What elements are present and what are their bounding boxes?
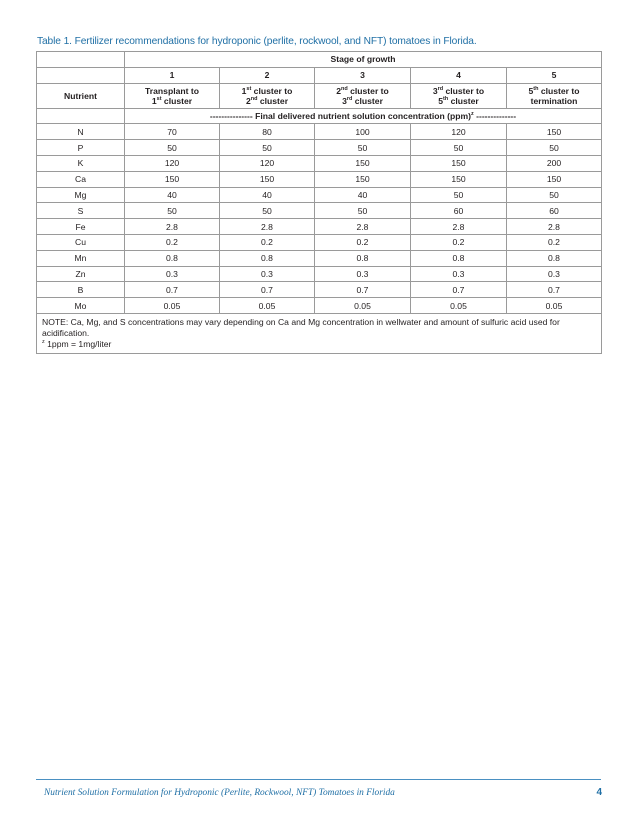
stage-number-row — [37, 67, 602, 83]
table-note — [37, 313, 602, 353]
stage-number: 2 — [220, 67, 315, 83]
nutrient-name: K — [37, 155, 125, 171]
stage-number: 1 — [125, 67, 220, 83]
nutrient-name: Mn — [37, 250, 125, 266]
concentration-value: 2.8 — [125, 219, 220, 235]
concentration-value: 50 — [125, 203, 220, 219]
nutrient-name: Mo — [37, 298, 125, 314]
concentration-value: 150 — [125, 171, 220, 187]
nutrient-name: S — [37, 203, 125, 219]
concentration-value: 2.8 — [411, 219, 507, 235]
concentration-value: 50 — [507, 187, 602, 203]
concentration-value: 50 — [411, 187, 507, 203]
concentration-value: 60 — [507, 203, 602, 219]
nutrient-name: Ca — [37, 171, 125, 187]
table-row — [37, 250, 602, 266]
nutrient-name: Fe — [37, 219, 125, 235]
footnote-text: 1ppm = 1mg/liter — [44, 338, 112, 349]
concentration-value: 0.3 — [411, 266, 507, 282]
concentration-value: 50 — [315, 203, 411, 219]
concentration-value: 0.8 — [507, 250, 602, 266]
table-caption: Table 1. Fertilizer recommendations for hydroponic (perlite, rockwool, and NFT) tomatoes in Florida. — [37, 36, 477, 47]
concentration-value: 0.7 — [411, 282, 507, 298]
nutrient-name: Mg — [37, 187, 125, 203]
table-row — [37, 266, 602, 282]
stage-description: 3rd cluster to 5th cluster — [411, 83, 507, 108]
concentration-value: 150 — [411, 171, 507, 187]
concentration-value: 200 — [507, 155, 602, 171]
concentration-value: 0.7 — [220, 282, 315, 298]
concentration-value: 0.7 — [507, 282, 602, 298]
nutrient-name: B — [37, 282, 125, 298]
stage-of-growth-header: Stage of growth — [125, 52, 602, 68]
stage-description-row — [37, 83, 602, 108]
nutrient-name: N — [37, 124, 125, 140]
concentration-value: 150 — [220, 171, 315, 187]
concentration-value: 70 — [125, 124, 220, 140]
nutrient-name: P — [37, 140, 125, 156]
nutrient-name: Cu — [37, 234, 125, 250]
concentration-value: 0.2 — [220, 234, 315, 250]
concentration-value: 150 — [315, 155, 411, 171]
stage-number: 4 — [411, 67, 507, 83]
table-row — [37, 219, 602, 235]
concentration-value: 0.3 — [315, 266, 411, 282]
table-row — [37, 187, 602, 203]
concentration-value: 120 — [220, 155, 315, 171]
concentration-value: 150 — [507, 124, 602, 140]
concentration-header-row — [37, 108, 602, 124]
table-row — [37, 124, 602, 140]
stage-description: 5th cluster to termination — [507, 83, 602, 108]
concentration-value: 0.05 — [507, 298, 602, 314]
table-row — [37, 234, 602, 250]
concentration-value: 120 — [411, 124, 507, 140]
concentration-value: 50 — [220, 203, 315, 219]
concentration-value: 150 — [507, 171, 602, 187]
concentration-value: 0.8 — [125, 250, 220, 266]
concentration-value: 0.2 — [315, 234, 411, 250]
footer-title: Nutrient Solution Formulation for Hydroponic (Perlite, Rockwool, NFT) Tomatoes in Florida — [44, 788, 395, 798]
table-row — [37, 171, 602, 187]
concentration-value: 0.2 — [507, 234, 602, 250]
concentration-value: 50 — [411, 140, 507, 156]
concentration-value: 0.8 — [315, 250, 411, 266]
concentration-value: 0.2 — [125, 234, 220, 250]
concentration-value: 0.8 — [411, 250, 507, 266]
note-row — [37, 313, 602, 353]
concentration-value: 0.05 — [220, 298, 315, 314]
concentration-value: 150 — [411, 155, 507, 171]
nutrient-name: Zn — [37, 266, 125, 282]
page-number: 4 — [596, 787, 602, 798]
stage-description: Transplant to 1st cluster — [125, 83, 220, 108]
concentration-value: 50 — [125, 140, 220, 156]
concentration-value: 120 — [125, 155, 220, 171]
footer-divider — [36, 779, 601, 780]
concentration-value: 0.05 — [315, 298, 411, 314]
concentration-value: 100 — [315, 124, 411, 140]
table-row — [37, 203, 602, 219]
stage-header-row — [37, 52, 602, 68]
concentration-header: --------------- Final delivered nutrient solution concentration (ppm)$^z$ -------------- — [125, 108, 602, 124]
concentration-value: 0.2 — [411, 234, 507, 250]
concentration-value: 0.3 — [125, 266, 220, 282]
table-row — [37, 282, 602, 298]
concentration-value: 0.05 — [125, 298, 220, 314]
table-row — [37, 155, 602, 171]
concentration-value: 50 — [315, 140, 411, 156]
concentration-value: 60 — [411, 203, 507, 219]
stage-number: 3 — [315, 67, 411, 83]
concentration-value: 40 — [125, 187, 220, 203]
concentration-value: 2.8 — [507, 219, 602, 235]
fertilizer-table — [36, 51, 602, 354]
note-text: NOTE: Ca, Mg, and S concentrations may vary depending on Ca and Mg concentration in wellwater and amount of sulfuric acid used for acidification. — [42, 316, 560, 338]
table-row — [37, 140, 602, 156]
concentration-value: 2.8 — [220, 219, 315, 235]
concentration-value: 50 — [507, 140, 602, 156]
concentration-value: 40 — [220, 187, 315, 203]
nutrient-column-header: Nutrient — [37, 83, 125, 108]
concentration-value: 0.8 — [220, 250, 315, 266]
stage-description: 2nd cluster to 3rd cluster — [315, 83, 411, 108]
stage-number: 5 — [507, 67, 602, 83]
concentration-value: 2.8 — [315, 219, 411, 235]
concentration-value: 150 — [315, 171, 411, 187]
concentration-value: 50 — [220, 140, 315, 156]
footnote-marker: z — [42, 339, 45, 346]
concentration-value: 0.7 — [315, 282, 411, 298]
concentration-value: 0.3 — [220, 266, 315, 282]
concentration-value: 0.7 — [125, 282, 220, 298]
table-row — [37, 298, 602, 314]
concentration-value: 80 — [220, 124, 315, 140]
concentration-value: 40 — [315, 187, 411, 203]
concentration-value: 0.05 — [411, 298, 507, 314]
stage-description: 1st cluster to 2nd cluster — [220, 83, 315, 108]
concentration-value: 0.3 — [507, 266, 602, 282]
